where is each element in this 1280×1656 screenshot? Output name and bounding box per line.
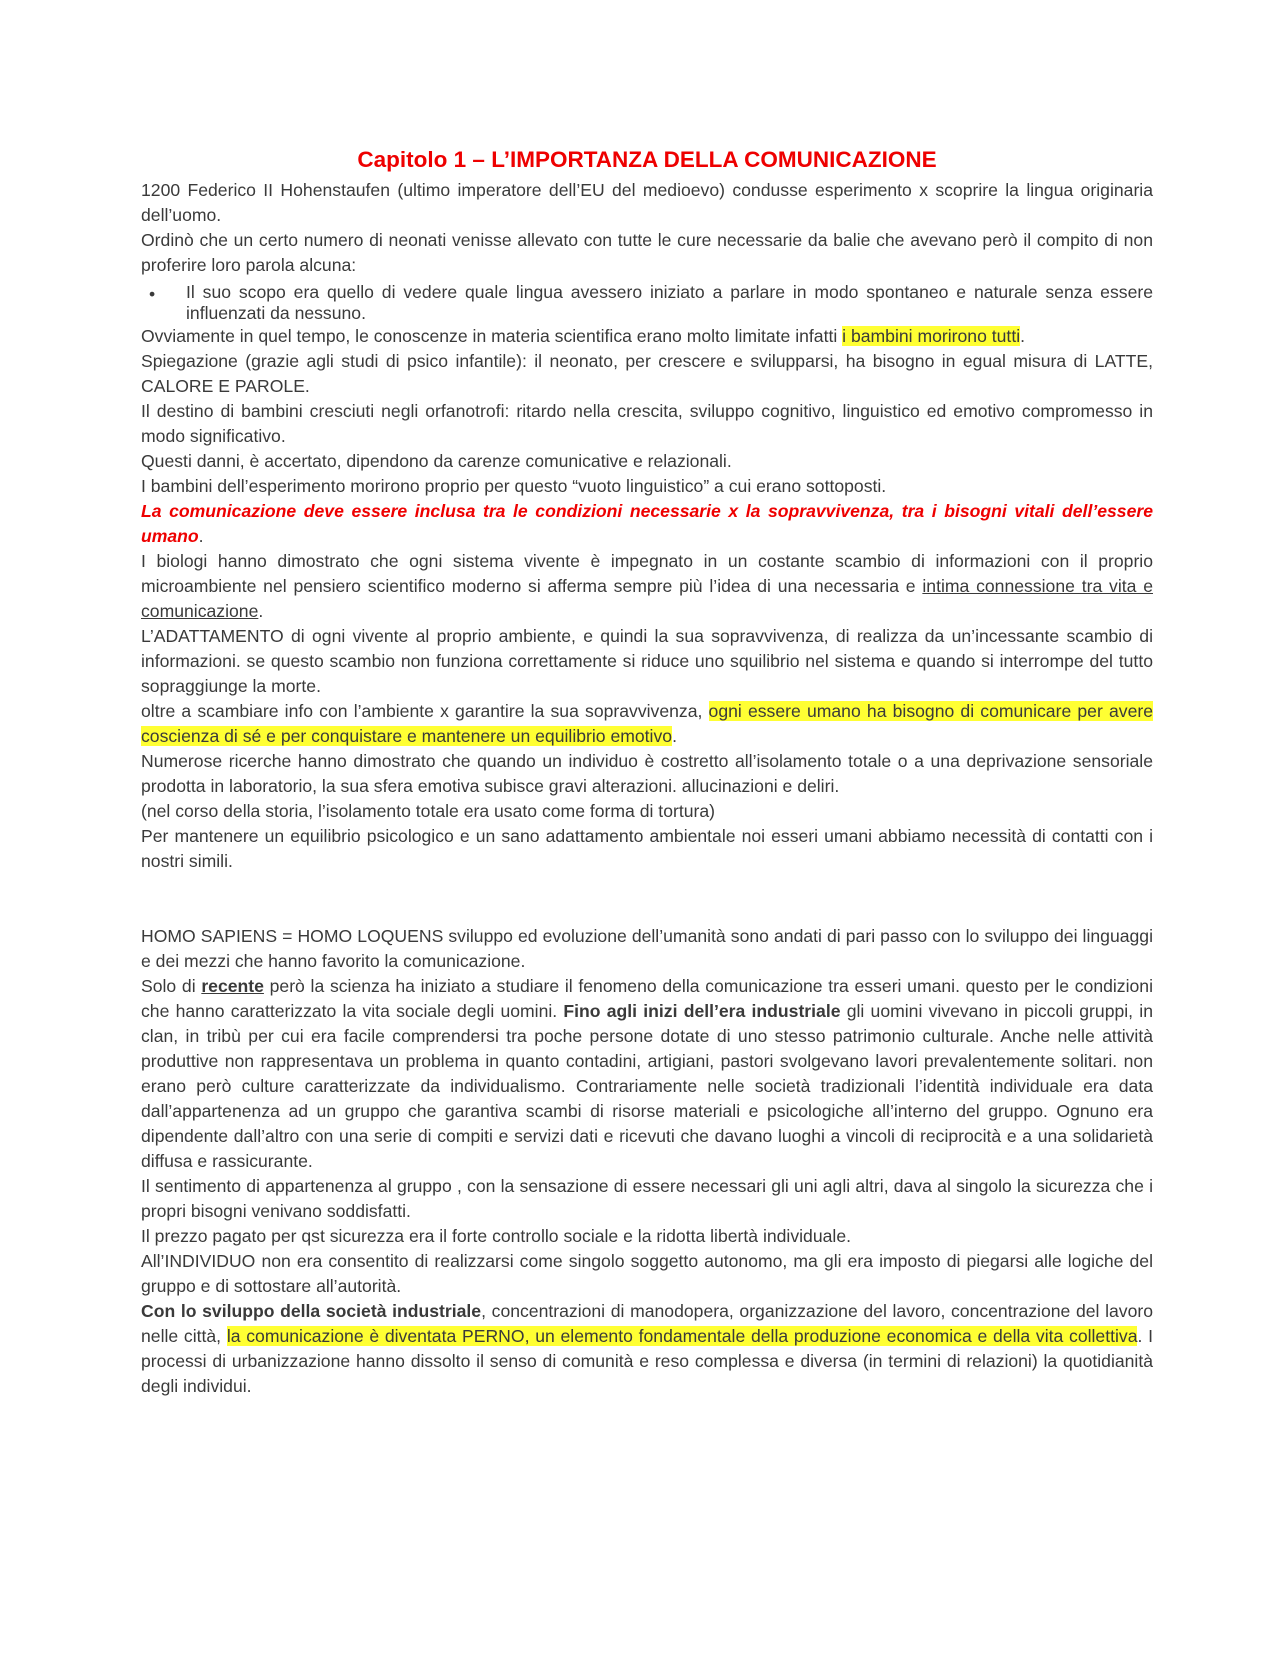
paragraph-conoscenze: Ovviamente in quel tempo, le conoscenze in materia scientifica erano molto limitate infatti i bambini morirono tutti. <box>141 326 1026 346</box>
paragraph-vuoto: I bambini dell’esperimento morirono proprio per questo “vuoto linguistico” a cui erano sottoposti. <box>141 476 887 496</box>
highlight-perno: la comunicazione è diventata PERNO, un elemento fondamentale della produzione economica e della vita collettiva <box>226 1326 1138 1346</box>
paragraph-recente: Solo di recente però la scienza ha iniziato a studiare il fenomeno della comunicazione tra esseri umani. questo per le condizioni che hanno caratterizzato la vita sociale degli uomini. Fino agli inizi dell’era industriale gli uomini vivevano in piccoli gruppi, in clan, in tribù per cui era facile comprendersi tra poche persone dotate di uno stesso patrimonio culturale. Anche nelle attività produttive non rappresentava un problema in quanto contadini, artigiani, pastori svolgevano lavori prevalentemente solitari. non erano però culture caratterizzate da individualismo. Contrariamente nelle società tradizionali l’identità individuale era data dall’appartenenza ad un gruppo che garantiva scambi di risorse materiali e psicologiche all’interno del gruppo. Ognuno era dipendente dall’altro con una serie di compiti e servizi dati e ricevuti che davano luoghi a vincoli di reciprocità e a una solidarietà diffusa e rassicurante. <box>141 976 1153 1171</box>
paragraph-bisogni-vitali: La comunicazione deve essere inclusa tra le condizioni necessarie x la sopravvivenza, tra i bisogni vitali dell’essere umano. <box>141 501 1153 546</box>
paragraph-tortura: (nel corso della storia, l’isolamento totale era usato come forma di tortura) <box>141 801 716 821</box>
bold-era-industriale: Fino agli inizi dell’era industriale <box>563 1001 841 1021</box>
paragraph-societa-industriale: Con lo sviluppo della società industriale, concentrazioni di manodopera, organizzazione del lavoro, concentrazione del lavoro nelle città, la comunicazione è diventata PERNO, un elemento fondamentale della produzione economica e della vita collettiva. I processi di urbanizzazione hanno dissolto il senso di comunità e reso complessa e diversa (in termini di relazioni) la quotidianità degli individui. <box>141 1301 1153 1396</box>
paragraph-intro: 1200 Federico II Hohenstaufen (ultimo imperatore dell’EU del medioevo) condusse esperimento x scoprire la lingua originaria dell’uomo. <box>141 180 1153 225</box>
paragraph-homo-sapiens: HOMO SAPIENS = HOMO LOQUENS sviluppo ed evoluzione dell’umanità sono andati di pari passo con lo sviluppo dei linguaggi e dei mezzi che hanno favorito la comunicazione. <box>141 926 1153 971</box>
paragraph-isolamento: Numerose ricerche hanno dimostrato che quando un individuo è costretto all’isolamento totale o a una deprivazione sensoriale prodotta in laboratorio, la sua sfera emotiva subisce gravi alterazioni. allucinazioni e deliri. <box>141 751 1153 796</box>
paragraph-orfanotrofi: Il destino di bambini cresciuti negli orfanotrofi: ritardo nella crescita, sviluppo cognitivo, linguistico ed emotivo compromesso in modo significativo. <box>141 401 1153 446</box>
paragraph-danni: Questi danni, è accertato, dipendono da carenze comunicative e relazionali. <box>141 451 732 471</box>
bold-societa-industriale: Con lo sviluppo della società industriale <box>141 1301 482 1321</box>
blank-line <box>141 874 1153 899</box>
chapter-title: Capitolo 1 – L’IMPORTANZA DELLA COMUNICAZIONE <box>357 147 937 172</box>
paragraph-adattamento: L’ADATTAMENTO di ogni vivente al proprio ambiente, e quindi la sua sopravvivenza, di realizza da un’incessante scambio di informazioni. se questo scambio non funziona correttamente si riduce uno squilibrio nel sistema e quando si interrompe del tutto sopraggiunge la morte. <box>141 626 1153 696</box>
paragraph-biologi: I biologi hanno dimostrato che ogni sistema vivente è impegnato in un costante scambio di informazioni con il proprio microambiente nel pensiero scientifico moderno si afferma sempre più l’idea di una necessaria e intima connessione tra vita e comunicazione. <box>141 551 1153 621</box>
underlined-recente: recente <box>201 976 264 996</box>
blank-line <box>141 899 1153 924</box>
emphasis-red: La comunicazione deve essere inclusa tra le condizioni necessarie x la sopravvivenza, tra i bisogni vitali dell’essere umano <box>141 501 1153 546</box>
paragraph-spiegazione: Spiegazione (grazie agli studi di psico infantile): il neonato, per crescere e svilupparsi, ha bisogno in egual misura di LATTE, CALORE E PAROLE. <box>141 351 1153 396</box>
highlight-equilibrio: ogni essere umano ha bisogno di comunicare per avere coscienza di sé e per conquistare e mantenere un equilibrio emotivo <box>141 701 1153 746</box>
paragraph-comunicare: oltre a scambiare info con l’ambiente x garantire la sua sopravvivenza, ogni essere umano ha bisogno di comunicare per avere coscienza di sé e per conquistare e mantenere un equilibrio emotivo. <box>141 701 1153 746</box>
paragraph-simili: Per mantenere un equilibrio psicologico e un sano adattamento ambientale noi esseri umani abbiamo necessità di contatti con i nostri simili. <box>141 826 1153 871</box>
paragraph-individuo: All’INDIVIDUO non era consentito di realizzarsi come singolo soggetto autonomo, ma gli era imposto di piegarsi alle logiche del gruppo e di sottostare all’autorità. <box>141 1251 1153 1296</box>
highlight-bambini: i bambini morirono tutti <box>842 326 1021 346</box>
paragraph-prezzo: Il prezzo pagato per qst sicurezza era il forte controllo sociale e la ridotta libertà individuale. <box>141 1226 851 1246</box>
bullet-text: Il suo scopo era quello di vedere quale lingua avessero iniziato a parlare in modo spontaneo e naturale senza essere influenzati da nessuno. <box>186 282 1153 323</box>
document-page <box>141 146 1153 1399</box>
underlined-connessione: intima connessione tra vita e comunicazione <box>141 576 1153 621</box>
bullet-icon: • <box>149 284 156 304</box>
bullet-list-item <box>141 282 1153 324</box>
paragraph-appartenenza: Il sentimento di appartenenza al gruppo , con la sensazione di essere necessari gli uni agli altri, dava al singolo la sicurezza che i propri bisogni venivano soddisfatti. <box>141 1176 1153 1221</box>
paragraph-neonati: Ordinò che un certo numero di neonati venisse allevato con tutte le cure necessarie da balie che avevano però il compito di non proferire loro parola alcuna: <box>141 230 1153 275</box>
